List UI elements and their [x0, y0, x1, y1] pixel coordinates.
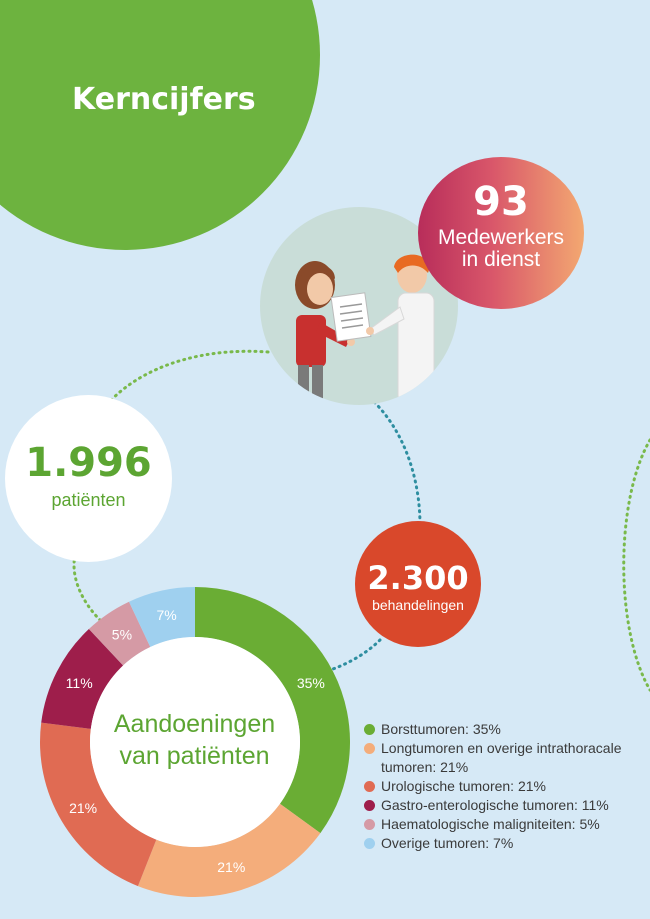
- legend-dot: [364, 819, 375, 830]
- legend-label: Overige tumoren: 7%: [381, 835, 514, 851]
- staff-stat: [418, 157, 584, 309]
- donut-slice-label-4: 11%: [65, 674, 93, 691]
- legend-label: Longtumoren en overige intrathoracale tumoren: 21%: [381, 740, 622, 775]
- donut-slice-label-1: 35%: [296, 674, 325, 691]
- page-title: Kerncijfers: [72, 82, 256, 117]
- chart-legend: [364, 720, 644, 853]
- treatments-number: 2.300: [367, 559, 469, 597]
- legend-label: Haematologische maligniteiten: 5%: [381, 816, 600, 832]
- legend-item: [364, 796, 644, 815]
- legend-dot: [364, 743, 375, 754]
- patients-stat: [5, 395, 172, 562]
- treatments-stat: [355, 521, 481, 647]
- chart-title: Aandoeningen van patiënten: [113, 710, 276, 770]
- legend-dot: [364, 800, 375, 811]
- legend-dot: [364, 724, 375, 735]
- legend-item: [364, 815, 644, 834]
- staff-number: 93: [473, 179, 529, 225]
- legend-label: Gastro-enterologische tumoren: 11%: [381, 797, 609, 813]
- staff-label: Medewerkers in dienst: [437, 226, 565, 271]
- donut-slice-label-5: 5%: [111, 626, 133, 643]
- legend-item: [364, 834, 644, 853]
- donut-slice-label-6: 7%: [156, 607, 177, 624]
- patients-label: patiënten: [51, 490, 126, 510]
- legend-label: Borsttumoren: 35%: [381, 721, 501, 737]
- donut-slice-label-2: 21%: [217, 858, 246, 875]
- donut-slice-label-3: 21%: [69, 800, 98, 817]
- legend-label: Urologische tumoren: 21%: [381, 778, 546, 794]
- treatments-label: behandelingen: [372, 597, 464, 613]
- legend-item: [364, 739, 644, 777]
- legend-item: [364, 720, 644, 739]
- legend-dot: [364, 781, 375, 792]
- legend-dot: [364, 838, 375, 849]
- patients-number: 1.996: [25, 440, 152, 486]
- legend-item: [364, 777, 644, 796]
